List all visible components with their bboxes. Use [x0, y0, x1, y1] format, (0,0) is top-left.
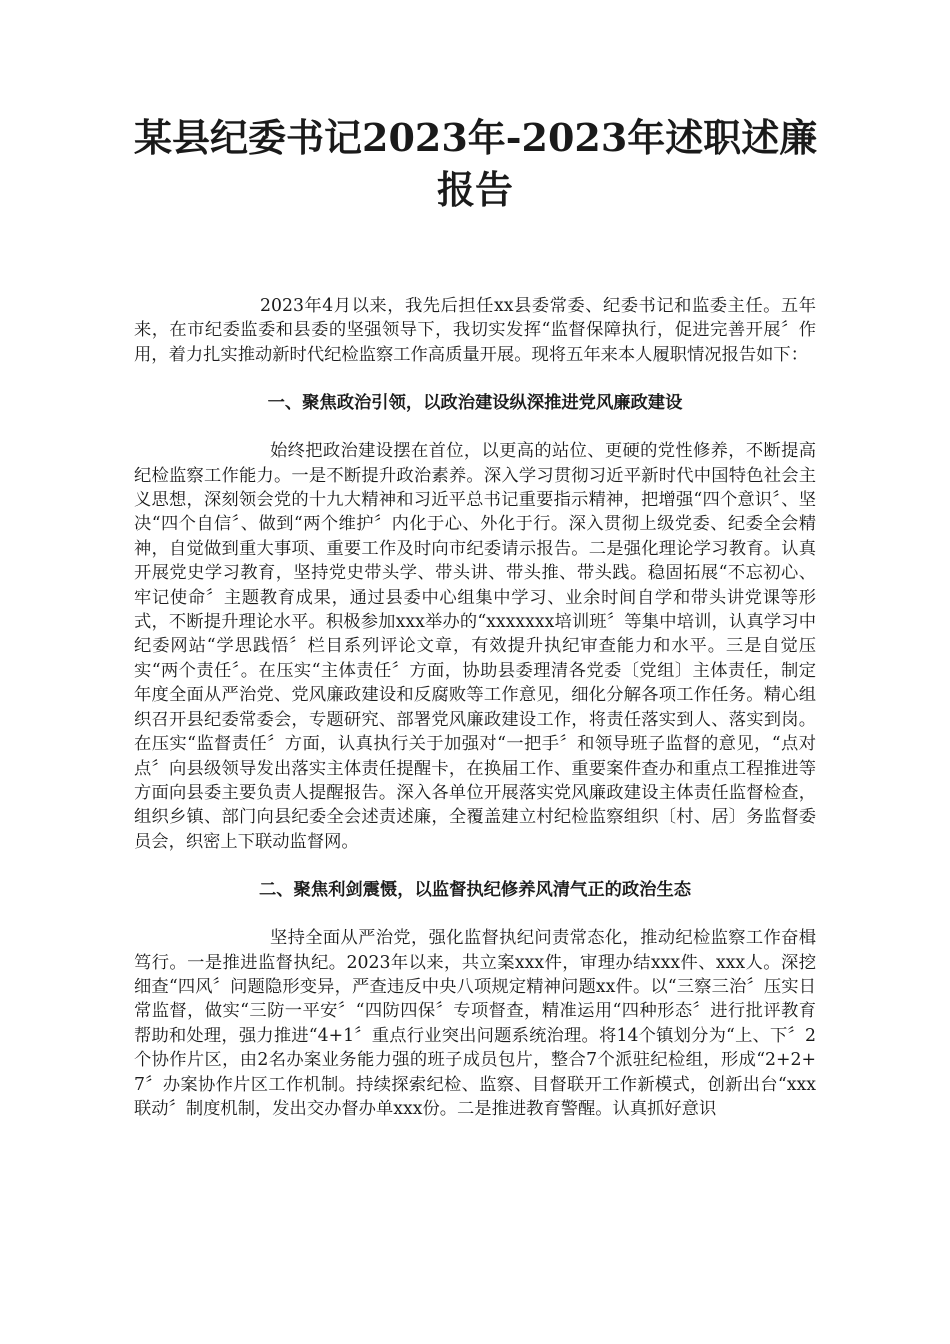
section-2-heading: 二、聚焦利剑震慑，以监督执纪修养风清气正的政治生态	[258, 880, 692, 901]
section-1-heading: 一、聚焦政治引领，以政治建设纵深推进党风廉政建设	[267, 393, 683, 414]
spacer	[134, 902, 816, 926]
spacer	[134, 415, 816, 439]
spacer	[134, 367, 816, 391]
intro-paragraph: 2023年4月以来，我先后担任xx县委常委、纪委书记和监委主任。五年来，在市纪委监委和县委的坚强领导下，我切实发挥“监督保障执行，促进完善开展〞作用，着力扎实推动新时代纪检监察工作高质量开展。现将五年来本人履职情况报告如下：	[134, 296, 816, 365]
document-title	[134, 112, 816, 216]
title-line-2: 报告	[436, 167, 513, 212]
section-1-paragraph: 始终把政治建设摆在首位，以更高的站位、更硬的党性修养，不断提高纪检监察工作能力。一是不断提升政治素养。深入学习贯彻习近平新时代中国特色社会主义思想，深刻领会党的十九大精神和习近平总书记重要指示精神，把增强“四个意识〞、坚决“四个自信〞、做到“两个维护〞内化于心、外化于行。深入贯彻上级党委、纪委全会精神，自觉做到重大事项、重要工作及时向市纪委请示报告。二是强化理论学习教育。认真开展党史学习教育，坚持党史带头学、带头讲、带头推、带头践。稳固拓展“不忘初心、牢记使命〞主题教育成果，通过县委中心组集中学习、业余时间自学和带头讲党课等形式，不断提升理论水平。积极参加xxx举办的“xxxxxxx培训班〞等集中培训，认真学习中纪委网站“学思践悟〞栏目系列评论文章，有效提升执纪审查能力和水平。三是自觉压实“两个责任〞。在压实“主体责任〞方面，协助县委理清各党委〔党组〕主体责任，制定年度全面从严治党、党风廉政建设和反腐败等工作意见，细化分解各项工作任务。精心组织召开县纪委常委会，专题研究、部署党风廉政建设工作，将责任落实到人、落实到岗。在压实“监督责任〞方面，认真执行关于加强对“一把手〞和领导班子监督的意见，“点对点〞向县级领导发出落实主体责任提醒卡，在换届工作、重要案件查办和重点工程推进等方面向县委主要负责人提醒报告。深入各单位开展落实党风廉政建设主体责任监督检查，组织乡镇、部门向县纪委全会述责述廉，全覆盖建立村纪检监察组织〔村、居〕务监督委员会，织密上下联动监督网。	[134, 441, 816, 852]
section-2-paragraph: 坚持全面从严治党，强化监督执纪问责常态化，推动纪检监察工作奋楫笃行。一是推进监督执纪。2023年以来，共立案xxx件，审理办结xxx件、xxx人。深挖细查“四风〞问题隐形变异，严查违反中央八项规定精神问题xx件。以“三察三治〞压实日常监督，做实“三防一平安〞“四防四保〞专项督查，精准运用“四种形态〞进行批评教育帮助和处理，强力推进“4+1〞重点行业突出问题系统治理。将14个镇划分为“上、下〞2个协作片区，由2名办案业务能力强的班子成员包片，整合7个派驻纪检组，形成“2+2+7〞办案协作片区工作机制。持续探索纪检、监察、目督联开工作新模式，创新出台“xxx联动〞制度机制，发出交办督办单xxx份。二是推进教育警醒。认真抓好意识	[134, 928, 816, 1119]
title-line-1: 某县纪委书记2023年-2023年述职述廉	[134, 115, 818, 160]
spacer	[134, 854, 816, 878]
title-spacer	[134, 216, 816, 294]
